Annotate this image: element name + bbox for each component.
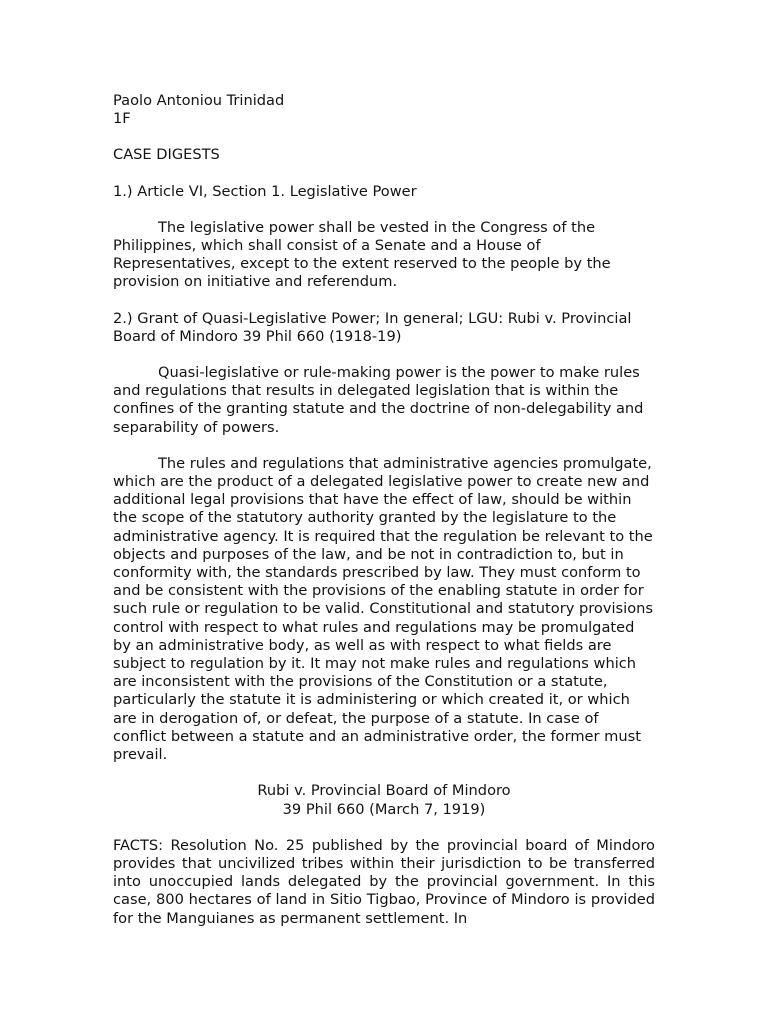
item2-paragraph-2: The rules and regulations that administrative agencies promulgate, which are the product of a delegated legislative power to create new and additional legal provisions that have the effect of law, should be within the scope of the statutory authority granted by the legislature to the administrative agency. It is required that the regulation be relevant to the objects and purposes of the law, and be not in contradiction to, but in conformity with, the standards prescribed by law. They must conform to and be consistent with the provisions of the enabling statute in order for such rule or regulation to be valid. Constitutional and statutory provisions control with respect to what rules and regulations may be promulgated by an administrative body, as well as with respect to what fields are subject to regulation by it. It may not make rules and regulations which are inconsistent with the provisions of the Constitution or a statute, particularly the statute it is administering or which created it, or which are in derogation of, or defeat, the purpose of a statute. In case of conflict between a statute and an administrative order, the former must prevail.	[113, 454, 653, 764]
item2-title: 2.) Grant of Quasi-Legislative Power; In general; LGU: Rubi v. Provincial Board of Mindoro 39 Phil 660 (1918-19)	[113, 309, 632, 345]
document-page	[113, 92, 655, 928]
facts-paragraph: FACTS: Resolution No. 25 published by the provincial board of Mindoro provides that uncivilized tribes within their jurisdiction to be transferred into unoccupied lands delegated by the provincial government. In this case, 800 hectares of land in Sitio Tigbao, Province of Mindoro is provided for the Manguianes as permanent settlement. In	[113, 836, 655, 927]
author-name: Paolo Antoniou Trinidad	[113, 92, 285, 109]
case-title-line-2: 39 Phil 660 (March 7, 1919)	[282, 800, 486, 818]
case-title-line-1: Rubi v. Provincial Board of Mindoro	[257, 782, 511, 800]
item1-title: 1.) Article VI, Section 1. Legislative Power	[113, 182, 417, 200]
item2-paragraph-1: Quasi-legislative or rule-making power is the power to make rules and regulations that results in delegated legislation that is within the confines of the granting statute and the doctrine of non-delegability and separability of powers.	[113, 364, 644, 436]
item1-body: The legislative power shall be vested in the Congress of the Philippines, which shall consist of a Senate and a House of Representatives, except to the extent reserved to the people by the provision on initiative and referendum.	[113, 218, 611, 291]
author-section: 1F	[113, 110, 131, 128]
document-heading: CASE DIGESTS	[113, 146, 220, 164]
